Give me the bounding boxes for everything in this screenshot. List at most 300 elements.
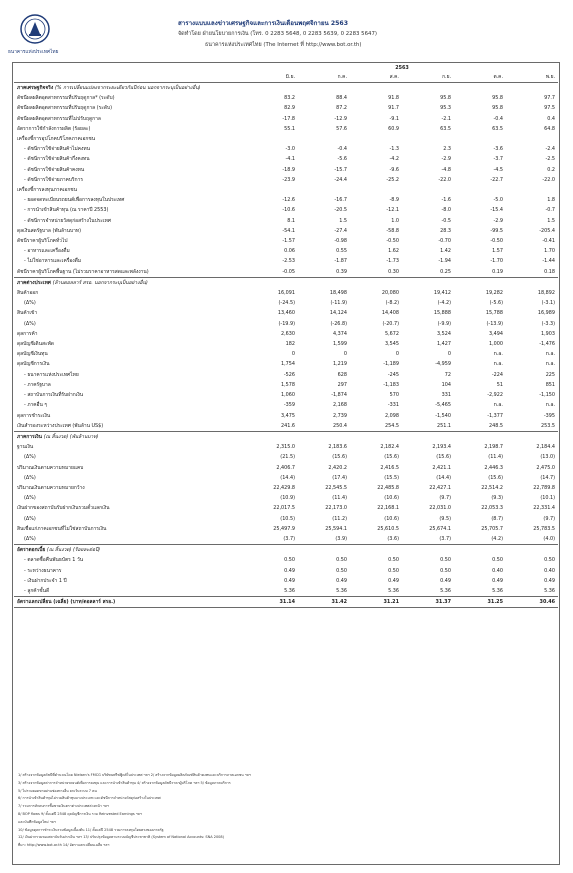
row-label-text: เครื่องชี้การอุปโภคบริโภคภาคเอกชน [17, 136, 96, 143]
table-cell: -526 [283, 371, 295, 378]
row-label-text: (Δ%) [24, 535, 36, 542]
table-cell: 64.8 [544, 125, 556, 132]
row-label [14, 349, 246, 359]
row-label [14, 165, 246, 175]
table-cell: -0.5 [441, 217, 451, 224]
table-cell: (-4.2) [437, 300, 451, 307]
table-cell: 3,524 [436, 330, 451, 337]
table-row [14, 586, 558, 597]
table-cell: 3,545 [384, 341, 399, 348]
table-cell: 31.37 [402, 597, 454, 608]
row-label-text: (Δ%) [24, 495, 36, 502]
table-cell: 0.49 [440, 577, 451, 584]
table-cell: 18,892 [537, 290, 556, 297]
table-cell: 0.40 [544, 567, 556, 574]
table-cell: -22.0 [438, 176, 451, 183]
table-cell: 31.25 [454, 597, 506, 608]
table-cell: -20.5 [334, 207, 347, 214]
table-cell [350, 277, 402, 288]
table-cell: 0.39 [336, 268, 347, 275]
footnote-line: 3/ สร้างจากข้อมูลค่าการจำหน่ายรถยนต์เพื่อการลงทุน และการนำเข้าสินค้าทุน 4/ สร้างจากข้อมูลดัชนีราคาผู้บริโภค ฯลฯ 5/ ข้อมูลภาคบริการ [18, 780, 231, 785]
table-cell: -331 [387, 402, 399, 409]
row-label [14, 144, 246, 154]
row-label [14, 83, 246, 94]
report-contact: จัดทำโดย ฝ่ายนโยบายการเงิน (โทร. 0 2283 5648, 0 2283 5639, 0 2283 5647) [178, 31, 377, 37]
table-row [14, 267, 558, 278]
table-cell: 2,421.1 [432, 464, 451, 471]
table-cell: -4.5 [493, 166, 503, 173]
table-cell: -9.1 [389, 115, 399, 122]
table-cell: -5.6 [337, 156, 347, 163]
table-cell: 251.1 [436, 422, 451, 429]
table-cell: 0 [395, 351, 399, 358]
table-cell: -4.8 [441, 166, 451, 173]
table-cell: 1,060 [280, 392, 295, 399]
table-cell: -1.94 [438, 258, 451, 265]
table-cell: 82.9 [284, 105, 295, 112]
table-cell: -2.53 [282, 258, 295, 265]
table-cell: 57.6 [336, 125, 347, 132]
table-cell: (-26.8) [330, 320, 347, 327]
table-cell: -23.9 [282, 176, 295, 183]
table-cell: (10.6) [384, 495, 399, 502]
row-label [14, 473, 246, 483]
table-cell: (3.9) [335, 535, 347, 542]
table-cell [454, 277, 506, 288]
table-cell: 0.49 [284, 567, 295, 574]
table-cell: 25,705.7 [481, 525, 503, 532]
table-cell: n.a. [545, 402, 556, 409]
table-row [14, 114, 558, 124]
table-cell: 0.06 [284, 248, 295, 255]
table-cell: 225 [545, 371, 556, 378]
table-row [14, 566, 558, 576]
table-cell: -99.5 [490, 227, 503, 234]
month-header-row [14, 73, 558, 83]
row-label-text: (Δ%) [24, 300, 36, 307]
row-label-text: ดุลบัญชีการเงิน [17, 361, 50, 368]
row-label-text: - ดัชนีการใช้จ่ายภาคบริการ [24, 176, 83, 183]
row-label-text: ภาคการเงิน [17, 433, 42, 440]
table-cell [402, 83, 454, 94]
table-cell: -1,540 [435, 412, 451, 419]
table-cell: 1.0 [391, 217, 399, 224]
table-cell [350, 83, 402, 94]
table-cell: -9.6 [389, 166, 399, 173]
row-label [14, 339, 246, 349]
section-header-row [14, 545, 558, 556]
table-cell: -1.3 [389, 146, 399, 153]
row-label [14, 555, 246, 565]
table-cell: (4.2) [491, 535, 503, 542]
table-cell: 0.19 [492, 268, 503, 275]
row-label-text: - อาหารและเครื่องดื่ม [24, 248, 70, 255]
table-cell: -54.1 [282, 227, 295, 234]
table-cell: 0 [291, 351, 295, 358]
month-header: ก.ย. [402, 73, 454, 83]
row-label [14, 597, 246, 608]
table-cell: 22,429.8 [273, 484, 295, 491]
table-cell: 13,460 [277, 310, 295, 317]
table-cell: -3.7 [493, 156, 503, 163]
table-cell: 1.57 [492, 248, 503, 255]
table-cell: -15.7 [334, 166, 347, 173]
table-cell: 2,182.4 [380, 444, 399, 451]
table-cell: 2,630 [280, 330, 295, 337]
table-cell: -1,189 [383, 361, 399, 368]
table-cell [402, 545, 454, 556]
table-cell: (13.0) [540, 454, 556, 461]
table-cell: -17.8 [282, 115, 295, 122]
table-cell: -5.0 [493, 197, 503, 204]
footnote-line: 1/ สร้างจากข้อมูลดัชนีที่คำนวณโดย Nielsen's FMCG บริษัทนพรีฟฟู้ดส์ในประเทศ ฯลฯ 2/ สร้างจากข้อมูลผลิตภัณฑ์สินค้าคงทนและบริการภาคเอกชน ฯลฯ [18, 773, 251, 777]
table-row [14, 463, 558, 473]
row-label-text: ดุลการชำระเงิน [17, 412, 51, 419]
table-row [14, 359, 558, 369]
row-label [14, 411, 246, 421]
row-label-text: อัตราแลกเปลี่ยน (เฉลี่ย) [17, 599, 69, 606]
table-cell: 2,183.6 [328, 444, 347, 451]
table-cell: 25,783.5 [533, 525, 556, 532]
table-cell: -2.4 [545, 146, 556, 153]
table-row [14, 555, 558, 565]
table-cell: 0.49 [544, 577, 556, 584]
row-label-text: - ระหว่างธนาคาร [24, 567, 62, 574]
table-cell: 0.49 [284, 577, 295, 584]
row-note: (บาท/ดอลลาร์ สรอ.) [70, 599, 116, 606]
table-cell: 88.4 [336, 95, 347, 102]
table-cell: -8.0 [441, 207, 451, 214]
table-cell: 60.9 [388, 125, 399, 132]
table-cell: -2.9 [441, 156, 451, 163]
table-row [14, 493, 558, 503]
table-cell: 18,498 [329, 290, 347, 297]
table-cell: -1,183 [383, 381, 399, 388]
table-row [14, 134, 558, 144]
table-cell: (3.6) [387, 535, 399, 542]
economic-indicators-table [14, 64, 558, 608]
table-cell [402, 431, 454, 442]
table-cell [350, 185, 402, 195]
row-label [14, 452, 246, 462]
row-label-text: เงินฝากของสถาบันรับฝากเงินรวมตั๋วแลกเงิน [17, 505, 110, 512]
row-label [14, 216, 246, 226]
row-label [14, 359, 246, 369]
table-row [14, 380, 558, 390]
table-cell: 2.3 [443, 146, 451, 153]
table-cell: 0.50 [440, 557, 451, 564]
table-cell: 0.50 [336, 567, 347, 574]
table-cell: 5,672 [384, 330, 399, 337]
table-cell: 5.36 [388, 587, 399, 594]
row-label-text: ฐานเงิน [17, 444, 34, 451]
table-cell: 1,219 [332, 361, 347, 368]
row-label [14, 308, 246, 318]
table-cell: -18.9 [282, 166, 295, 173]
row-label [14, 267, 246, 278]
table-cell: 1,754 [280, 361, 295, 368]
table-cell: 2,739 [332, 412, 347, 419]
table-cell: -10.6 [282, 207, 295, 214]
table-cell [246, 545, 298, 556]
table-row [14, 576, 558, 586]
table-row [14, 421, 558, 432]
table-cell: 0.30 [388, 268, 399, 275]
table-row [14, 370, 558, 380]
table-cell: 91.7 [388, 105, 399, 112]
table-cell: -0.41 [542, 238, 556, 245]
table-cell: n.a. [545, 361, 556, 368]
table-cell: -2.9 [493, 217, 503, 224]
table-row [14, 205, 558, 215]
row-label [14, 421, 246, 432]
table-cell: 182 [285, 341, 295, 348]
row-label-text: สินค้าออก [17, 290, 39, 297]
table-cell [246, 134, 298, 144]
table-cell: -2.1 [441, 115, 451, 122]
month-header: ก.ค. [298, 73, 350, 83]
table-cell: (10.6) [384, 515, 399, 522]
table-row [14, 534, 558, 545]
table-cell: 0.50 [284, 557, 295, 564]
row-label-text: (Δ%) [24, 454, 36, 461]
table-cell [298, 185, 350, 195]
table-row [14, 124, 558, 134]
table-cell: 2,420.2 [328, 464, 347, 471]
table-cell: -4,959 [435, 361, 451, 368]
table-cell: 2,416.5 [380, 464, 399, 471]
table-cell: 63.5 [492, 125, 503, 132]
month-header: ต.ค. [454, 73, 506, 83]
table-cell: -22.7 [490, 176, 503, 183]
row-label-text: อัตราดอกเบี้ย [17, 547, 46, 554]
table-cell: 248.5 [488, 422, 503, 429]
table-cell: (-11.9) [330, 300, 347, 307]
table-cell [350, 545, 402, 556]
table-cell: 253.5 [541, 422, 556, 429]
table-cell: 28.3 [440, 227, 451, 234]
table-cell: (11.4) [488, 454, 503, 461]
row-label [14, 154, 246, 164]
row-label [14, 288, 246, 298]
table-cell [454, 431, 506, 442]
table-cell: (15.6) [332, 454, 347, 461]
table-cell: 22,485.8 [377, 484, 399, 491]
table-cell: 0.4 [547, 115, 556, 122]
table-row [14, 246, 558, 256]
table-cell: -1.6 [441, 197, 451, 204]
table-row [14, 226, 558, 236]
table-cell: 1.5 [339, 217, 347, 224]
row-label-text: (Δ%) [24, 320, 36, 327]
table-cell: 1,599 [332, 341, 347, 348]
row-label-text: - ไม่ใช่อาหารและเครื่องดื่ม [24, 258, 82, 265]
table-cell: -3.6 [493, 146, 503, 153]
footnote-line: 6/ การนำเข้าสินค้าทุนไม่รวมสินค้าทุนบางประเภท และดัชนีการจำหน่ายวัสดุก่อสร้างในประเทศ [18, 796, 161, 801]
table-cell: (-5.6) [489, 300, 503, 307]
table-cell: -0.70 [438, 238, 451, 245]
row-label-text: สินเชื่อแก่ภาคเอกชนที่ไม่ใช่สถาบันการเงิน [17, 525, 107, 532]
table-cell: 31.14 [246, 597, 298, 608]
row-label [14, 545, 246, 556]
table-cell: 0.49 [336, 577, 347, 584]
table-cell [506, 431, 558, 442]
table-cell [402, 134, 454, 144]
table-cell: (-8.2) [385, 300, 399, 307]
table-cell: 250.4 [332, 422, 347, 429]
table-cell: (4.0) [543, 535, 556, 542]
table-row [14, 503, 558, 513]
table-cell: -0.98 [334, 238, 347, 245]
row-label-text: - สถาบันการเงินที่รับฝากเงิน [24, 392, 84, 399]
year-label: 2563 [395, 65, 409, 71]
table-cell: 25,497.9 [273, 525, 295, 532]
table-cell: -0.50 [386, 238, 399, 245]
row-label-text: อัตราการใช้กำลังการผลิต (ร้อยละ) [17, 125, 91, 132]
table-cell: 83.2 [284, 95, 295, 102]
table-cell: 1.70 [544, 248, 556, 255]
table-cell: 97.7 [544, 95, 556, 102]
row-label-text: ดุลบัญชีเงินทุน [17, 351, 48, 358]
table-cell: -0.05 [282, 268, 295, 275]
table-row [14, 319, 558, 329]
table-cell [246, 185, 298, 195]
table-row [14, 103, 558, 113]
table-row [14, 329, 558, 339]
table-cell: -2.5 [545, 156, 556, 163]
table-cell: 1.8 [547, 197, 556, 204]
table-cell: 1.62 [388, 248, 399, 255]
row-label [14, 380, 246, 390]
table-cell: 5.36 [284, 587, 295, 594]
row-note: (% การเปลี่ยนแปลงจากระยะเดียวกันปีก่อน นอกจากระบุเป็นอย่างอื่น) [54, 85, 201, 91]
table-cell: (14.7) [540, 474, 556, 481]
table-cell: 63.5 [440, 125, 451, 132]
table-row [14, 473, 558, 483]
row-label-text: ภาคต่างประเทศ [17, 279, 51, 286]
table-cell: -1.73 [386, 258, 399, 265]
table-cell: 55.1 [284, 125, 295, 132]
row-label-text: - ภาคอื่น ๆ [24, 402, 48, 409]
table-cell: 2,315.0 [276, 444, 295, 451]
table-cell: -58.8 [386, 227, 399, 234]
table-cell: -359 [283, 402, 295, 409]
table-row [14, 175, 558, 185]
table-cell: 14,408 [381, 310, 399, 317]
table-cell: 22,017.5 [273, 505, 295, 512]
row-label [14, 370, 246, 380]
table-cell: -1.57 [282, 238, 295, 245]
table-cell: 15,788 [485, 310, 503, 317]
table-cell: 3,494 [488, 330, 503, 337]
table-cell: n.a. [545, 351, 556, 358]
table-cell: 0.50 [544, 557, 556, 564]
table-cell: (9.7) [439, 495, 451, 502]
row-label-text: - การนำเข้าสินค้าทุน (ณ ราคาปี 2553) [24, 207, 109, 214]
footnote-line: และบันทึกข้อมูลใหม่ ฯลฯ [18, 819, 56, 824]
row-label-text: ดัชนีผลผลิตอุตสาหกรรมที่ไม่ปรับฤดูกาล [17, 115, 101, 122]
table-cell: 2,475.0 [536, 464, 556, 471]
table-cell: (10.9) [280, 495, 295, 502]
table-cell [506, 185, 558, 195]
table-cell: (21.5) [280, 454, 295, 461]
table-cell: (8.7) [491, 515, 503, 522]
table-cell: 25,674.1 [429, 525, 451, 532]
table-cell: -205.4 [539, 227, 556, 234]
table-cell [506, 545, 558, 556]
table-row [14, 185, 558, 195]
table-cell: 0.50 [388, 557, 399, 564]
table-cell: 25,594.1 [325, 525, 347, 532]
table-cell [246, 431, 298, 442]
table-cell: 2,198.7 [484, 444, 503, 451]
row-label [14, 390, 246, 400]
table-cell: (14.4) [436, 474, 451, 481]
table-cell: 851 [545, 381, 556, 388]
table-cell: -0.4 [493, 115, 503, 122]
table-cell: n.a. [493, 361, 503, 368]
table-cell: 3,475 [280, 412, 295, 419]
table-cell: -3.0 [285, 146, 295, 153]
row-label [14, 195, 246, 205]
bank-of-thailand-logo-icon [20, 14, 50, 44]
table-cell: (17.4) [332, 474, 347, 481]
table-row [14, 144, 558, 154]
table-row [14, 339, 558, 349]
table-cell: 628 [337, 371, 347, 378]
table-cell: 22,053.3 [481, 505, 503, 512]
table-cell: 0 [447, 351, 451, 358]
table-cell: 16,989 [537, 310, 556, 317]
table-row [14, 298, 558, 308]
table-cell: -1,874 [331, 392, 347, 399]
table-cell: 72 [444, 371, 451, 378]
table-cell: 241.6 [280, 422, 295, 429]
row-label-text: เครื่องชี้การลงทุนภาคเอกชน [17, 187, 77, 194]
table-cell: (3.7) [283, 535, 295, 542]
table-cell: (-9.9) [437, 320, 451, 327]
table-cell: 51 [496, 381, 503, 388]
row-label [14, 256, 246, 266]
table-cell: 15,888 [433, 310, 451, 317]
row-label-text: (Δ%) [24, 515, 36, 522]
row-label [14, 319, 246, 329]
table-cell: 0 [343, 351, 347, 358]
table-cell: 8.1 [287, 217, 295, 224]
table-cell: 22,427.1 [429, 484, 451, 491]
table-cell: 95.8 [492, 105, 503, 112]
table-cell: 87.2 [336, 105, 347, 112]
table-cell: 22,173.0 [325, 505, 347, 512]
table-cell: 5.36 [492, 587, 503, 594]
table-cell: 22,031.0 [429, 505, 451, 512]
row-label-text: ดัชนีราคาผู้บริโภคพื้นฐาน (ไม่รวมราคาอาหารสดและพลังงาน) [17, 268, 149, 275]
table-row [14, 452, 558, 462]
row-label-text: - ยอดจดทะเบียนรถยนต์เพื่อการลงทุนในประเทศ [24, 197, 125, 204]
table-cell: -27.4 [334, 227, 347, 234]
row-note: (ล้านดอลลาร์ สรอ. นอกจากระบุเป็นอย่างอื่น) [52, 279, 148, 286]
table-cell: 0.50 [336, 557, 347, 564]
table-row [14, 288, 558, 298]
footnotes [18, 772, 558, 850]
table-cell [506, 83, 558, 94]
table-cell: (15.6) [488, 474, 503, 481]
table-cell: 0.49 [492, 577, 503, 584]
table-row [14, 390, 558, 400]
row-label [14, 576, 246, 586]
table-cell: 95.8 [492, 95, 503, 102]
table-cell [298, 134, 350, 144]
